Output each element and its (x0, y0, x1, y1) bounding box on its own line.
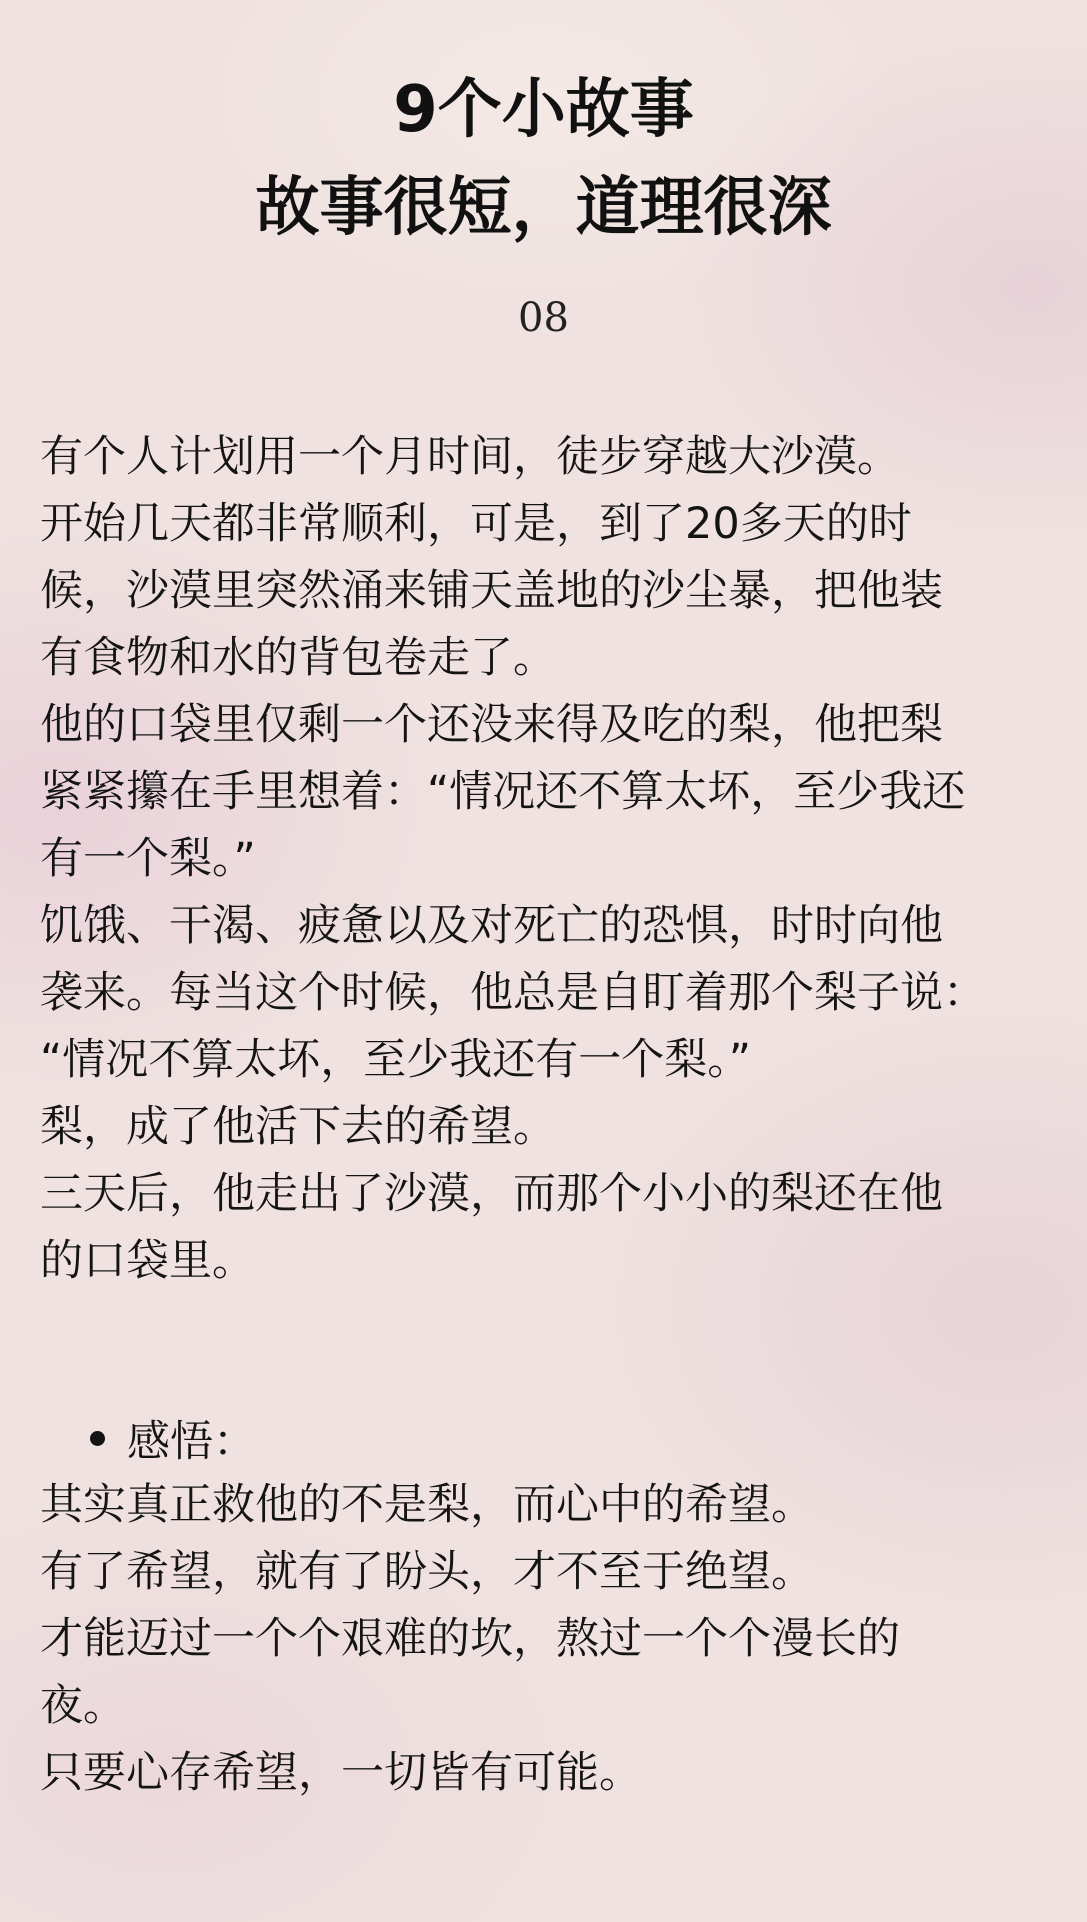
story-line: 梨，成了他活下去的希望。 (40, 1102, 556, 1152)
insight-label: 感悟： (127, 1416, 256, 1467)
story-line: 他的口袋里仅剩一个还没来得及吃的梨，他把梨 (40, 700, 943, 750)
insight-line: 只要心存希望，一切皆有可能。 (40, 1748, 642, 1798)
insight-line: 其实真正救他的不是梨，而心中的希望。 (40, 1480, 814, 1530)
title-line-1: 9个小故事 (393, 73, 694, 147)
story-line: “情况不算太坏，至少我还有一个梨。” (40, 1035, 752, 1085)
story-line: 紧紧攥在手里想着：“情况还不算太坏，至少我还 (40, 767, 966, 817)
story-line: 袭来。每当这个时候，他总是自盯着那个梨子说： (40, 968, 986, 1018)
story-text (40, 424, 1050, 1295)
story-line: 有一个梨。” (40, 834, 256, 884)
insight-line: 夜。 (40, 1681, 126, 1731)
story-line: 有食物和水的背包卷走了。 (40, 633, 556, 683)
story-line: 的口袋里。 (40, 1236, 255, 1286)
story-line: 有个人计划用一个月时间，徒步穿越大沙漠。 (40, 432, 900, 482)
bullet-icon (90, 1431, 105, 1446)
title-line-2: 故事很短，道理很深 (255, 171, 832, 245)
insight-text (40, 1472, 1050, 1807)
insight-heading (90, 1404, 256, 1472)
story-line: 饥饿、干渴、疲惫以及对死亡的恐惧，时时向他 (40, 901, 943, 951)
story-line: 开始几天都非常顺利，可是，到了20多天的时 (40, 499, 912, 549)
story-line: 候，沙漠里突然涌来铺天盖地的沙尘暴，把他装 (40, 566, 943, 616)
story-line: 三天后，他走出了沙漠，而那个小小的梨还在他 (40, 1169, 943, 1219)
insight-line: 有了希望，就有了盼头，才不至于绝望。 (40, 1547, 814, 1597)
story-number: 08 (518, 295, 569, 341)
insight-line: 才能迈过一个个艰难的坎，熬过一个个漫长的 (40, 1614, 900, 1664)
